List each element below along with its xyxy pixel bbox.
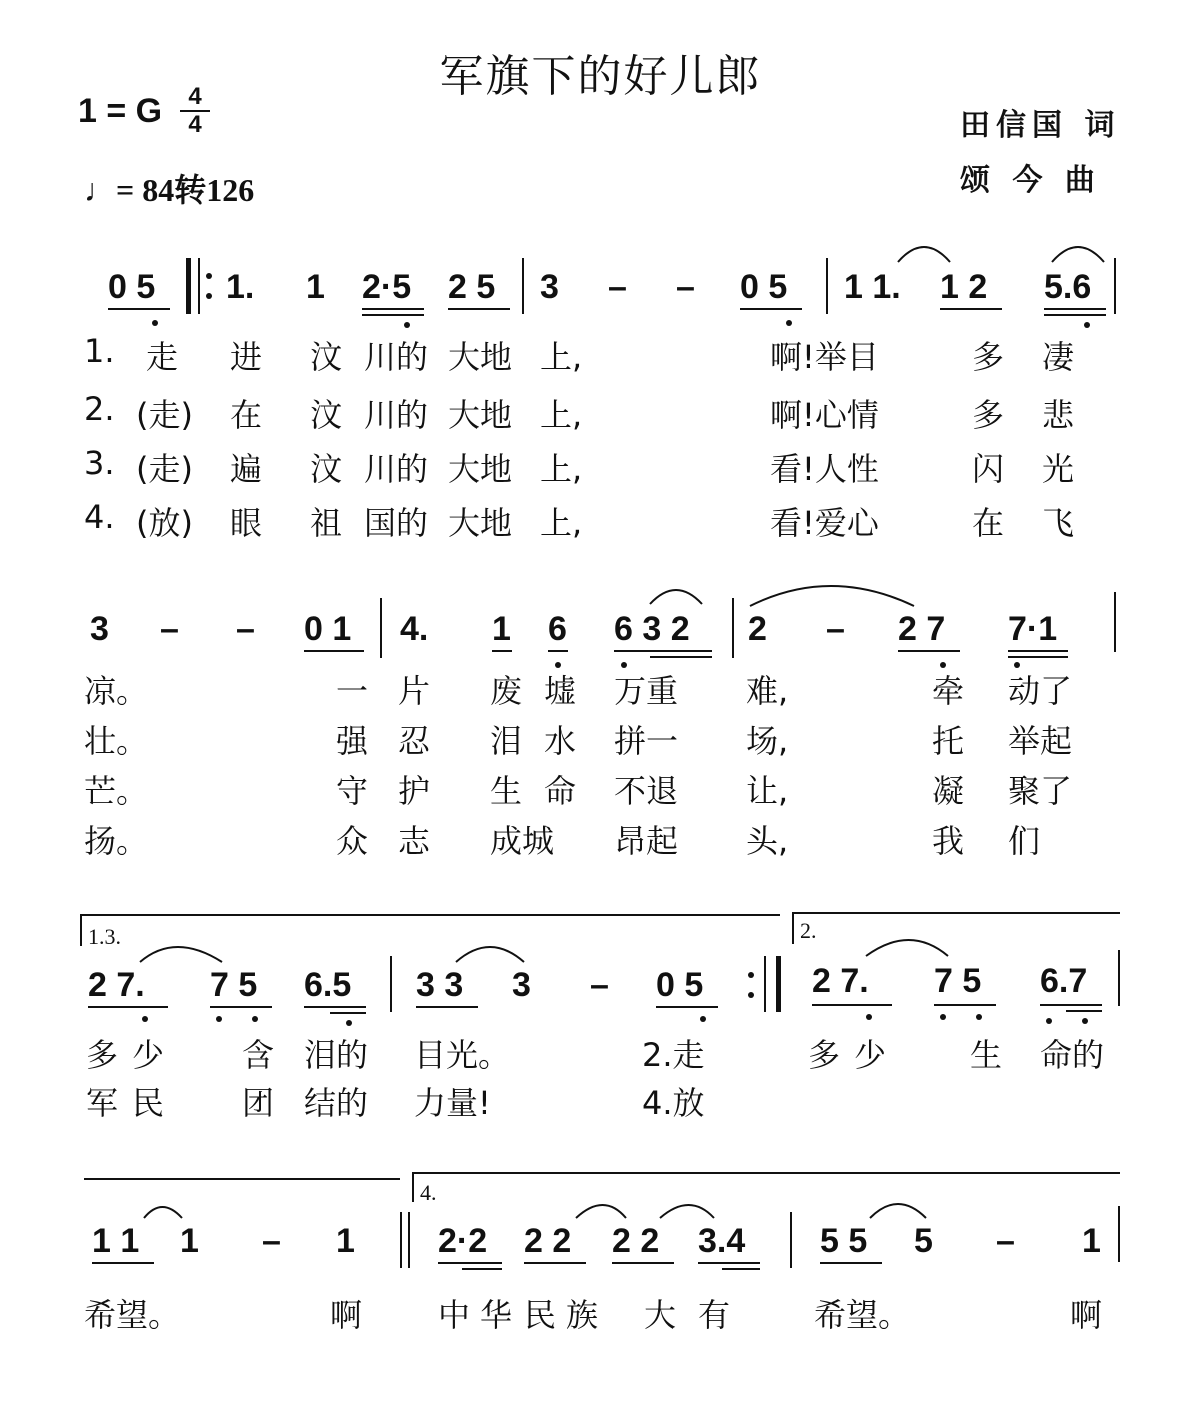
note-group: 3.4 <box>698 1222 746 1260</box>
note-group: 2 <box>748 610 767 648</box>
note-group: 5.6 <box>1044 268 1092 306</box>
lyric-syllable: 扬。 <box>84 822 149 860</box>
lyric-verse-number: 1. <box>84 332 115 370</box>
lyric-syllable: 泪 <box>490 722 523 760</box>
slur <box>898 247 950 262</box>
volta-label-1: 1.3. <box>88 924 121 949</box>
lyric-syllable: 成城 <box>490 822 555 860</box>
note-group: 2 2 <box>612 1222 660 1260</box>
note-group: 2·5 <box>362 268 412 306</box>
slur <box>750 586 914 606</box>
note-group: 5 <box>914 1222 933 1260</box>
lyric-syllable: 大 <box>644 1296 677 1334</box>
slur <box>660 1205 714 1218</box>
lyric-syllable: 上, <box>540 338 583 376</box>
lyric-syllable: 汶 <box>310 338 343 376</box>
lyric-verse-number: 2. <box>84 390 115 428</box>
lyric-syllable: 头, <box>746 822 789 860</box>
lyric-syllable: 万重 <box>614 672 679 710</box>
lyric-syllable: 壮。 <box>84 722 149 760</box>
lyric-syllable: 命 <box>544 772 577 810</box>
slur <box>456 947 524 962</box>
note-group: 6 3 2 <box>614 610 690 648</box>
lyric-syllable: 啊 <box>1070 1296 1103 1334</box>
volta-label-2: 2. <box>800 918 817 943</box>
lyric-syllable: 动了 <box>1008 672 1073 710</box>
lyric-syllable: 多少 <box>808 1036 901 1074</box>
lyric-syllable: 军民 <box>86 1084 179 1122</box>
lyric-syllable: 眼 <box>230 504 263 542</box>
lyric-syllable: 啊 <box>330 1296 363 1334</box>
lyric-syllable: 汶 <box>310 450 343 488</box>
lyric-syllable: 4.放 <box>642 1084 705 1122</box>
lyric-syllable: 生 <box>490 772 523 810</box>
note-group: 1 1. <box>844 268 901 306</box>
lyric-syllable: 守 <box>336 772 369 810</box>
lyric-syllable: 大地 <box>448 396 513 434</box>
lyric-syllable: 拼一 <box>614 722 679 760</box>
lyric-syllable: 众 <box>336 822 369 860</box>
lyric-syllable: 泪的 <box>304 1036 369 1074</box>
note-group: 2 5 <box>448 268 496 306</box>
lyric-syllable: 希望。 <box>84 1296 181 1334</box>
lyric-syllable: 废 <box>490 672 523 710</box>
lyric-syllable: 强 <box>336 722 369 760</box>
song-title: 军旗下的好儿郎 <box>439 51 762 102</box>
lyric-syllable: 芒。 <box>84 772 149 810</box>
note-group: 6.5 <box>304 966 352 1004</box>
lyric-syllable: 在 <box>972 504 1005 542</box>
lyric-syllable: 结的 <box>304 1084 369 1122</box>
lyric-syllable: 啊!举目 <box>770 338 879 376</box>
lyric-syllable: 2.走 <box>642 1036 705 1074</box>
note-group: 4. <box>400 610 429 648</box>
lyric-syllable: 希望。 <box>814 1296 911 1334</box>
lyric-syllable: 闪 <box>972 450 1005 488</box>
note-group: 5 5 <box>820 1222 868 1260</box>
lyric-syllable: 墟 <box>544 672 577 710</box>
note-group: 6 <box>548 610 567 648</box>
lyric-syllable: 水 <box>544 722 577 760</box>
note-group: 3 <box>90 610 109 648</box>
lyric-syllable: 大地 <box>448 338 513 376</box>
slur <box>144 1207 182 1218</box>
lyric-syllable: 场, <box>746 722 789 760</box>
note-group: – <box>608 268 627 306</box>
lyric-syllable: 忍 <box>398 722 431 760</box>
volta-label-4: 4. <box>420 1180 437 1205</box>
key-signature: 1 = G <box>78 92 163 130</box>
lyric-syllable: 们 <box>1008 822 1041 860</box>
note-group: 7 5 <box>934 962 982 1000</box>
note-group: 6.7 <box>1040 962 1088 1000</box>
lyric-syllable: 看!人性 <box>770 450 879 488</box>
lyric-syllable: 让, <box>746 772 789 810</box>
lyric-syllable: 生 <box>970 1036 1003 1074</box>
lyric-syllable: 遍 <box>230 450 263 488</box>
time-sig-top: 4 <box>188 83 202 110</box>
note-group: 3 3 <box>416 966 464 1004</box>
lyric-syllable: 力量! <box>414 1084 491 1122</box>
note-group: 0 5 <box>108 268 156 306</box>
lyric-syllable: (放) <box>136 504 193 542</box>
lyric-syllable: 目光。 <box>414 1036 511 1074</box>
note-group: 2 2 <box>524 1222 572 1260</box>
lyric-syllable: 一 <box>336 672 369 710</box>
lyric-syllable: 托 <box>932 722 965 760</box>
lyric-syllable: 不退 <box>614 772 679 810</box>
lyric-syllable: 命的 <box>1040 1036 1105 1074</box>
lyricist-credit: 田信国 词 <box>960 108 1121 143</box>
slur <box>650 590 702 604</box>
lyric-syllable: (走) <box>136 450 193 488</box>
note-group: – <box>676 268 695 306</box>
lyric-syllable: 凄 <box>1042 338 1075 376</box>
lyric-syllable: 上, <box>540 504 583 542</box>
lyric-syllable: 昂起 <box>614 822 679 860</box>
lyric-syllable: 上, <box>540 396 583 434</box>
lyric-syllable: 光 <box>1042 450 1075 488</box>
lyric-syllable: 举起 <box>1008 722 1073 760</box>
note-group: 2 7. <box>88 966 145 1004</box>
slur <box>1052 247 1104 262</box>
lyric-syllable: 汶 <box>310 396 343 434</box>
slur <box>140 947 222 962</box>
slur <box>576 1205 626 1218</box>
lyric-syllable: 凝 <box>932 772 965 810</box>
lyric-syllable: 片 <box>398 672 431 710</box>
lyric-syllable: 国的 <box>364 504 429 542</box>
note-group: 2 7 <box>898 610 946 648</box>
note-group: – <box>826 610 845 648</box>
note-group: 0 1 <box>304 610 352 648</box>
lyric-syllable: 川的 <box>364 338 429 376</box>
note-group: 1 <box>1082 1222 1101 1260</box>
lyric-syllable: 多 <box>972 396 1005 434</box>
lyric-syllable: 在 <box>230 396 263 434</box>
lyric-syllable: 志 <box>398 822 431 860</box>
lyric-syllable: (走) <box>136 396 193 434</box>
note-group: 7 5 <box>210 966 258 1004</box>
note-group: – <box>996 1222 1015 1260</box>
time-sig-bottom: 4 <box>188 111 202 138</box>
note-group: 1 <box>180 1222 199 1260</box>
lyric-syllable: 祖 <box>310 504 343 542</box>
lyric-syllable: 进 <box>230 338 263 376</box>
lyric-syllable: 看!爱心 <box>770 504 879 542</box>
lyric-syllable: 护 <box>398 772 431 810</box>
note-group: 1. <box>226 268 255 306</box>
note-group: 1 2 <box>940 268 988 306</box>
note-group: – <box>590 966 609 1004</box>
lyric-syllable: 团 <box>242 1084 275 1122</box>
lyric-syllable: 走 <box>146 338 179 376</box>
lyric-syllable: 难, <box>746 672 789 710</box>
slur <box>866 940 948 956</box>
lyric-verse-number: 3. <box>84 444 115 482</box>
lyric-syllable: 大地 <box>448 450 513 488</box>
note-group: – <box>236 610 255 648</box>
lyric-syllable: 上, <box>540 450 583 488</box>
lyric-syllable: 我 <box>932 822 965 860</box>
lyric-syllable: 飞 <box>1042 504 1075 542</box>
note-group: 1 1 <box>92 1222 140 1260</box>
note-group: 7·1 <box>1008 610 1058 648</box>
note-group: 2 7. <box>812 962 869 1000</box>
note-group: 0 5 <box>740 268 788 306</box>
lyric-verse-number: 4. <box>84 498 115 536</box>
lyric-syllable: 有 <box>698 1296 731 1334</box>
lyric-syllable: 多 <box>972 338 1005 376</box>
lyric-syllable: 聚了 <box>1008 772 1073 810</box>
lyric-syllable: 凉。 <box>84 672 149 710</box>
note-group: 3 <box>512 966 531 1004</box>
composer-credit: 颂 今 曲 <box>960 163 1101 198</box>
lyric-syllable: 民族 <box>524 1296 609 1334</box>
note-group: – <box>160 610 179 648</box>
slur <box>870 1204 926 1218</box>
note-group: 1 <box>492 610 511 648</box>
lyric-syllable: 多少 <box>86 1036 179 1074</box>
lyric-syllable: 川的 <box>364 396 429 434</box>
lyric-syllable: 川的 <box>364 450 429 488</box>
lyric-syllable: 悲 <box>1042 396 1075 434</box>
lyric-syllable: 啊!心情 <box>770 396 879 434</box>
lyric-syllable: 中华 <box>438 1296 523 1334</box>
note-group: – <box>262 1222 281 1260</box>
lyric-syllable: 牵 <box>932 672 965 710</box>
note-group: 1 <box>336 1222 355 1260</box>
note-group: 3 <box>540 268 559 306</box>
lyric-syllable: 大地 <box>448 504 513 542</box>
note-group: 1 <box>306 268 325 306</box>
tempo-marking: ♩= 84转126 <box>84 172 255 208</box>
note-group: 0 5 <box>656 966 704 1004</box>
lyric-syllable: 含 <box>242 1036 275 1074</box>
note-group: 2·2 <box>438 1222 488 1260</box>
